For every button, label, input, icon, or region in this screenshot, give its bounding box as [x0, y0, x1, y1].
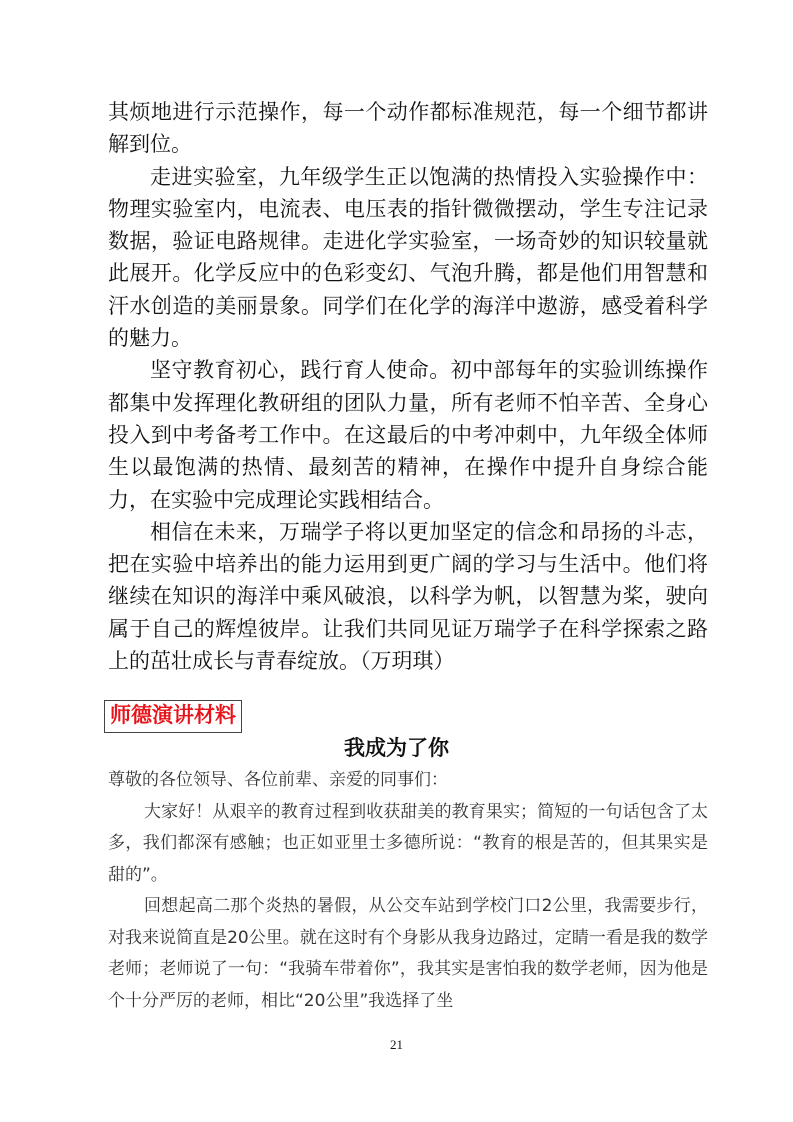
paragraph-lab: 走进实验室，九年级学生正以饱满的热情投入实验操作中：物理实验室内，电流表、电压表的指针微微摆动，学生专注记录数据，验证电路规律。走进化学实验室，一场奇妙的知识较量就此展开。化学反应中的色彩变幻、气泡升腾，都是他们用智慧和汗水创造的美丽景象。同学们在化学的海洋中遨游，感受着科学的魅力。	[108, 164, 708, 351]
article-body	[108, 96, 708, 677]
paragraph-continuation: 其烦地进行示范操作，每一个动作都标准规范，每一个细节都讲解到位。	[108, 100, 708, 157]
page-number: 21	[390, 1037, 403, 1052]
paragraph-future: 相信在未来，万瑞学子将以更加坚定的信念和昂扬的斗志，把在实验中培养出的能力运用到更广阔的学习与生活中。他们将继续在知识的海洋中乘风破浪，以科学为帆，以智慧为桨，驶向属于自己的辉煌彼岸。让我们共同见证万瑞学子在科学探索之路上的茁壮成长与青春绽放。（万玥琪）	[108, 519, 708, 674]
section-label: 师德演讲材料	[104, 700, 242, 733]
speech-paragraph-memory: 回想起高二那个炎热的暑假，从公交车站到学校门口2公里，我需要步行，对我来说简直是20公里。就在这时有个身影从我身边路过，定睛一看是我的数学老师；老师说了一句：“我骑车带着你”，我其实是害怕我的数学老师，因为他是个十分严厉的老师，相比“20公里”我选择了坐	[108, 896, 708, 1011]
speech-title: 我成为了你	[344, 737, 449, 760]
paragraph-mission: 坚守教育初心，践行育人使命。初中部每年的实验训练操作都集中发挥理化教研组的团队力量，所有老师不怕辛苦、全身心投入到中考备考工作中。在这最后的中考冲刺中，九年级全体师生以最饱满的热情、最刻苦的精神，在操作中提升自身综合能力，在实验中完成理论实践相结合。	[108, 358, 708, 512]
speech-paragraph-greeting: 大家好！从艰辛的教育过程到收获甜美的教育果实；简短的一句话包含了太多，我们都深有感触；也正如亚里士多德所说：“教育的根是苦的，但其果实是甜的”。	[108, 801, 708, 885]
speech-body	[108, 765, 708, 1017]
speech-salutation: 尊敬的各位领导、各位前辈、亲爱的同事们：	[108, 770, 448, 790]
